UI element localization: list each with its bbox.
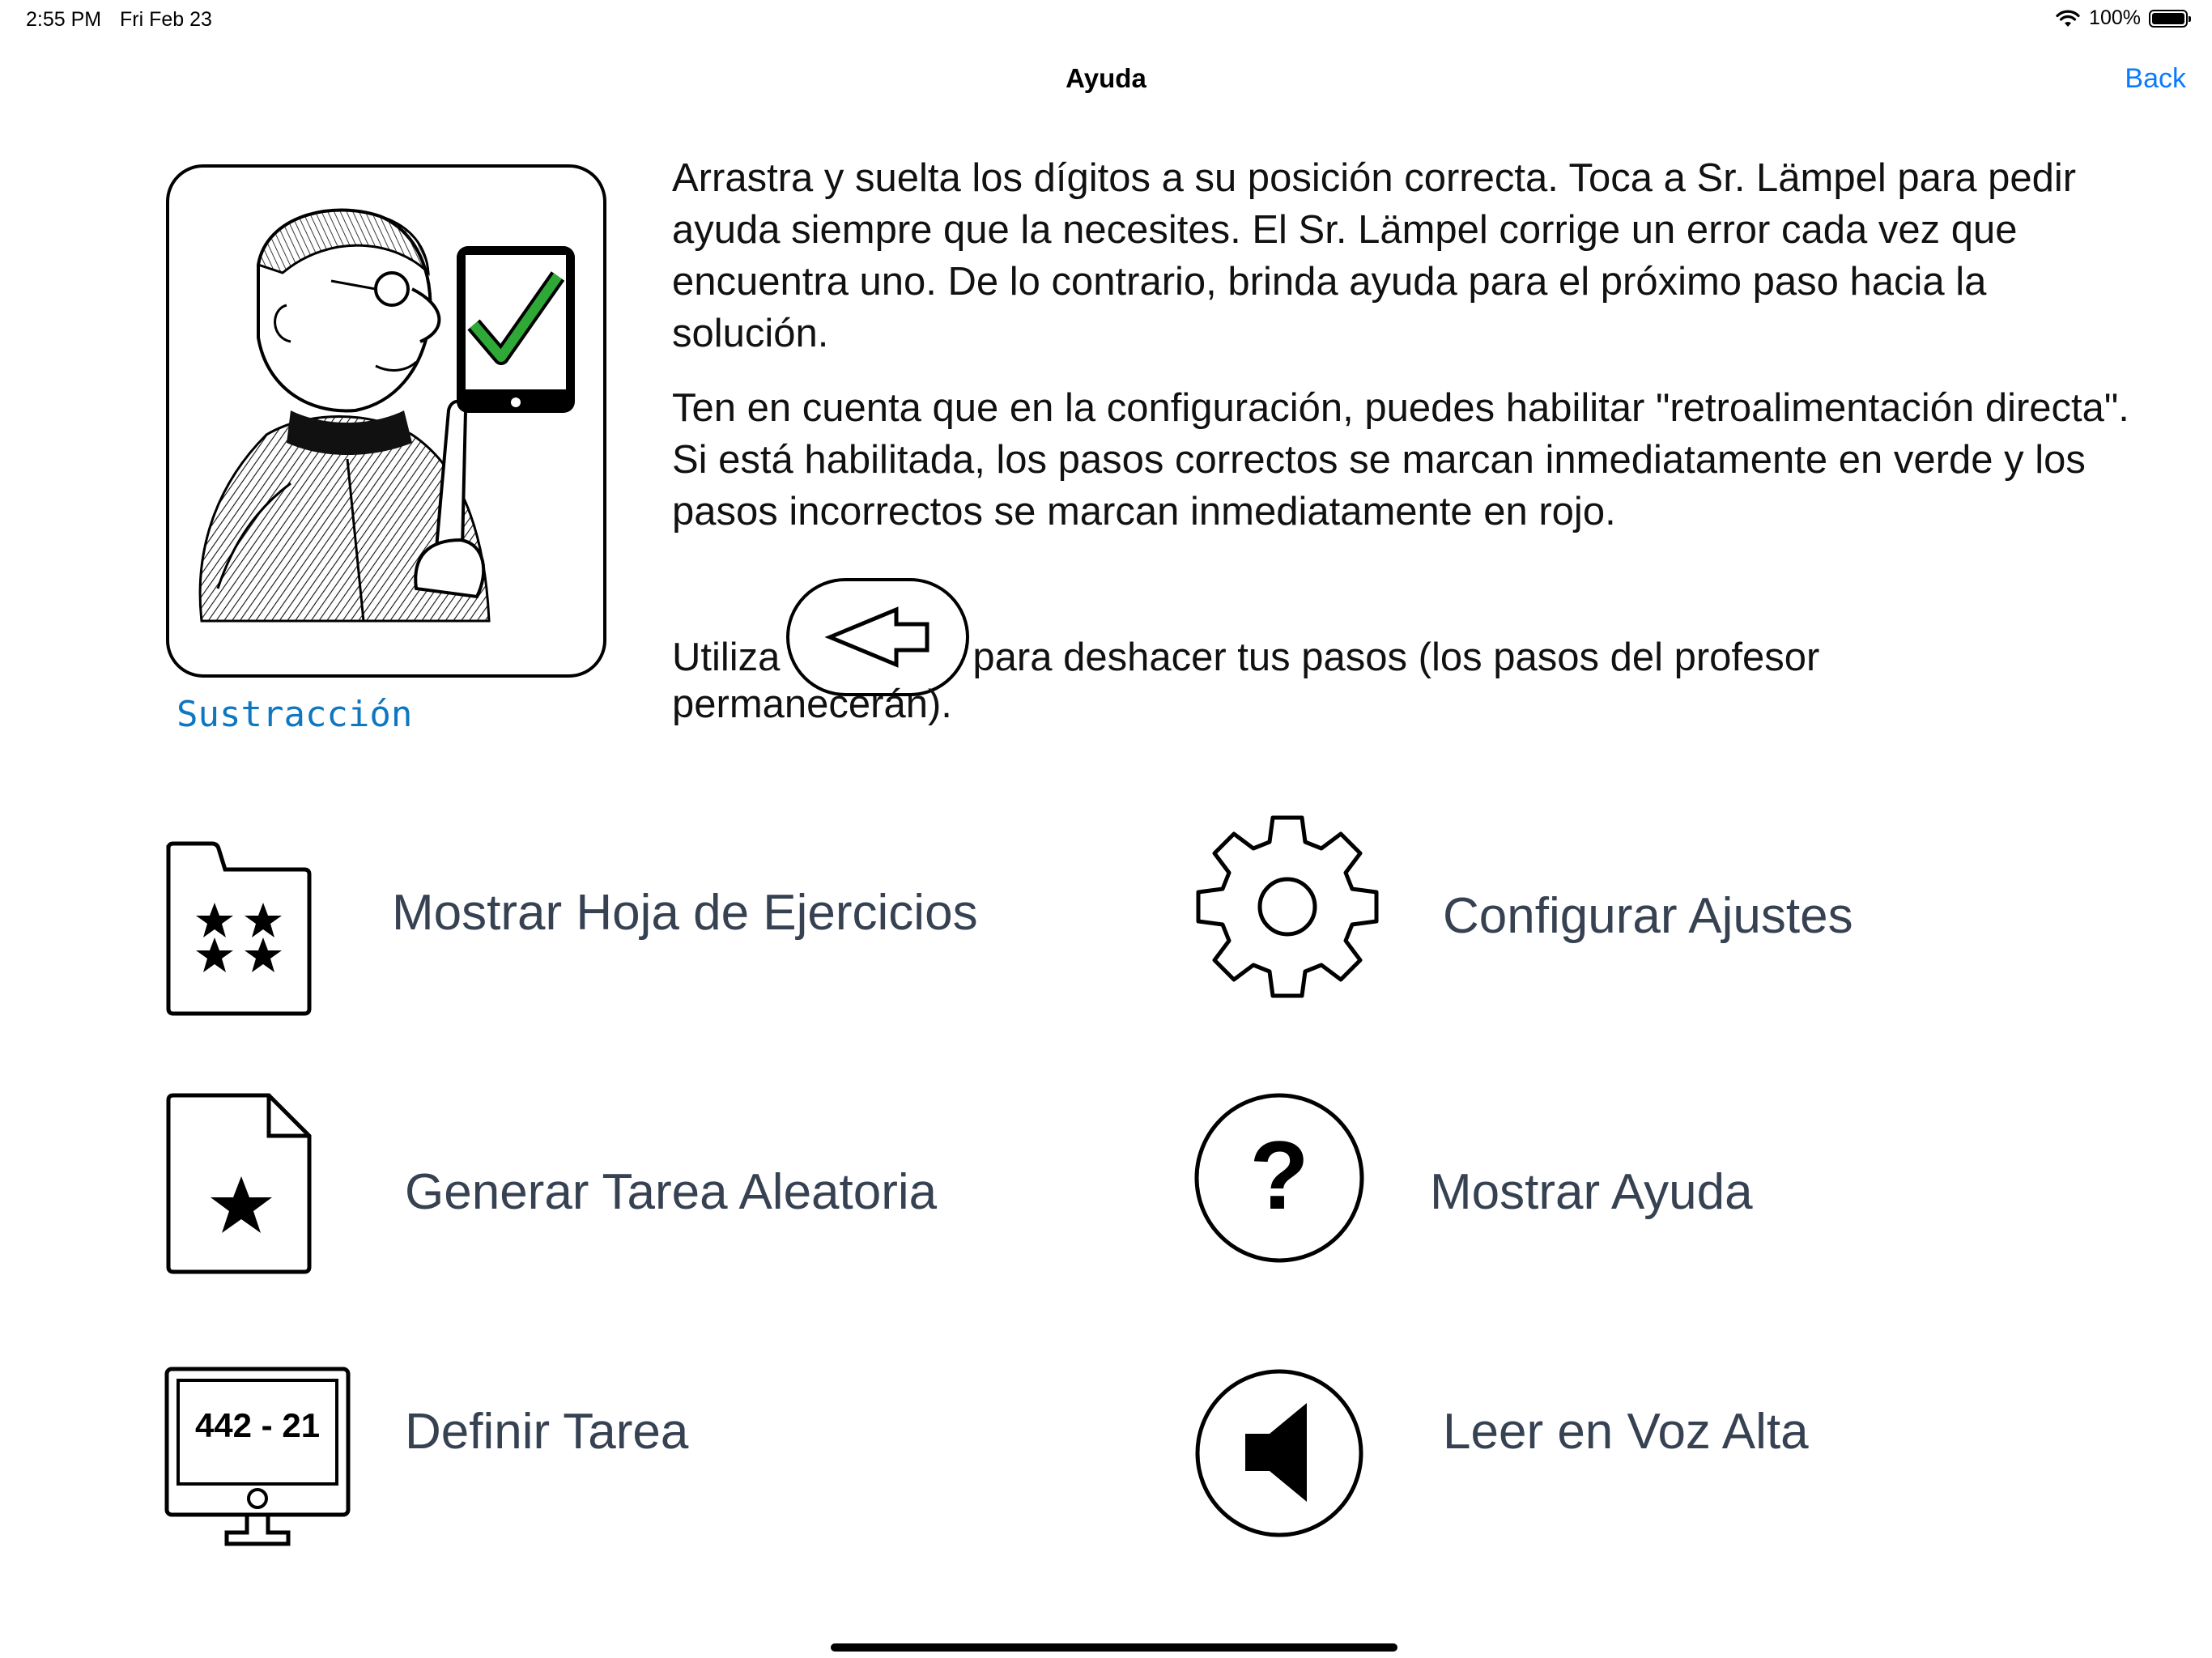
tablet-check-icon xyxy=(454,244,577,415)
settings-button[interactable] xyxy=(1190,810,2081,1020)
help-paragraph-2: Ten en cuenta que en la configuración, puedes habilitar "retroalimentación directa". Si está habilitada, los pasos correctos se marcan inmediatamente en verde y los pasos incorrectos se marcan inmediatamente en rojo. xyxy=(672,386,2129,534)
speaker-icon xyxy=(1190,1364,1368,1542)
show-worksheet-button[interactable] xyxy=(162,826,1053,1020)
topic-caption: Sustracción xyxy=(177,694,413,735)
page-title: Ayuda xyxy=(1066,63,1146,93)
read-aloud-button[interactable] xyxy=(1190,1364,2081,1558)
status-time: 2:55 PM xyxy=(26,8,102,31)
undo-text-before: Utiliza xyxy=(672,636,781,679)
illustration-card xyxy=(166,164,606,678)
settings-label: Configurar Ajustes xyxy=(1443,888,1853,944)
back-button[interactable]: Back xyxy=(2125,63,2186,94)
svg-text:?: ? xyxy=(1249,1121,1309,1230)
undo-text-line2: permanecerán). xyxy=(672,682,952,726)
show-help-button[interactable] xyxy=(1190,1089,2081,1283)
status-date: Fri Feb 23 xyxy=(120,8,212,31)
show-worksheet-label: Mostrar Hoja de Ejercicios xyxy=(392,885,978,941)
wifi-icon xyxy=(2055,9,2081,28)
define-task-label: Definir Tarea xyxy=(405,1404,689,1460)
help-paragraph-1: Arrastra y suelta los dígitos a su posición correcta. Toca a Sr. Lämpel para pedir ayuda siempre que la necesites. El Sr. Lämpel corrige un error cada vez que encuentra uno. De lo contrario, brinda ayuda para el próximo paso hacia la solución. xyxy=(672,156,2077,355)
random-task-button[interactable] xyxy=(162,1089,1053,1283)
home-indicator[interactable] xyxy=(831,1643,1397,1652)
show-help-label: Mostrar Ayuda xyxy=(1430,1164,1753,1220)
undo-text-after: para deshacer tus pasos (los pasos del profesor xyxy=(972,636,1820,679)
random-task-star-icon xyxy=(162,1089,316,1278)
undo-button-illustration xyxy=(786,578,969,696)
undo-explanation xyxy=(672,559,1819,680)
battery-percent: 100% xyxy=(2089,6,2141,29)
monitor-screen-text: 442 - 21 xyxy=(194,1406,321,1444)
read-aloud-label: Leer en Voz Alta xyxy=(1443,1404,1809,1460)
battery-icon xyxy=(2149,10,2188,28)
status-indicators xyxy=(2055,6,2188,30)
worksheet-stars-icon xyxy=(162,826,316,1020)
gear-icon xyxy=(1190,810,1385,1004)
question-mark-icon xyxy=(1190,1089,1368,1267)
random-task-label: Generar Tarea Aleatoria xyxy=(405,1164,938,1220)
monitor-icon xyxy=(162,1364,353,1550)
undo-arrow-icon xyxy=(817,605,938,670)
define-task-button[interactable] xyxy=(162,1364,1053,1558)
